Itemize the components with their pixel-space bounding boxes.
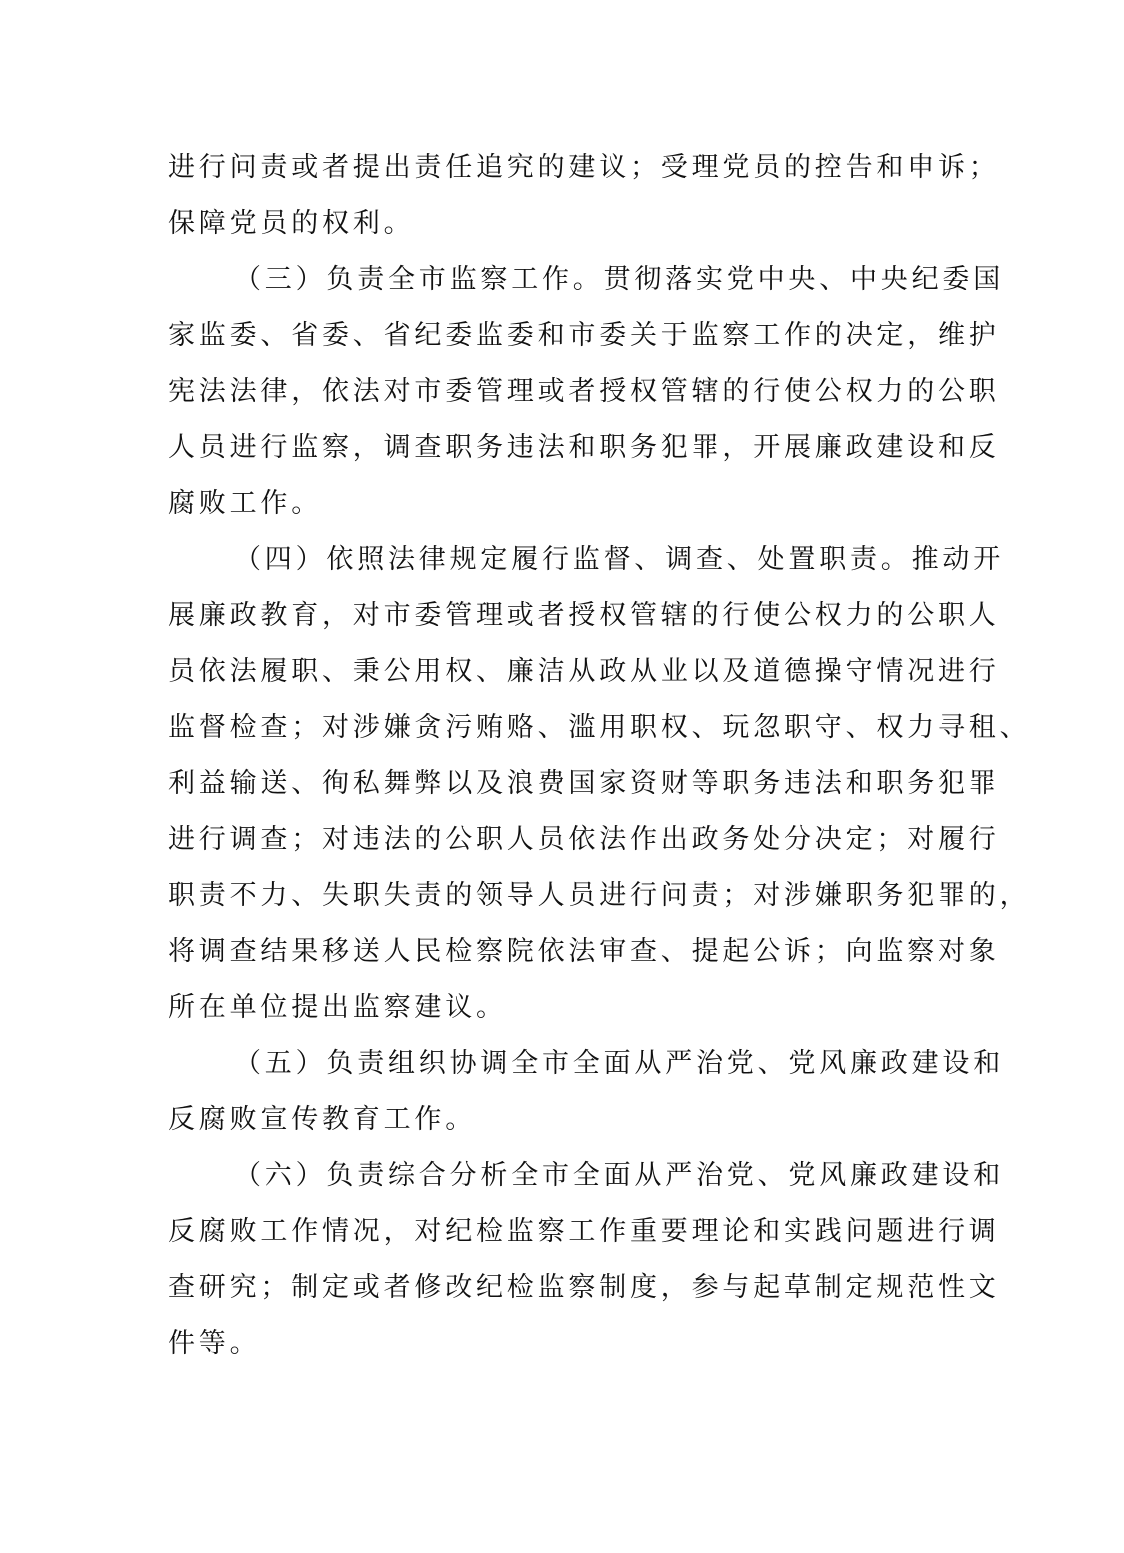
text-line: 将调查结果移送人民检察院依法审查、提起公诉；向监察对象 (168, 936, 1000, 967)
text-line: 腐败工作。 (168, 488, 322, 519)
text-line: 员依法履职、秉公用权、廉洁从政从业以及道德操守情况进行 (168, 656, 1000, 687)
paragraph-section-5 (168, 1036, 1004, 1148)
paragraph-section-3 (168, 252, 1004, 532)
text-line: 件等。 (168, 1328, 261, 1359)
text-line: 人员进行监察，调查职务违法和职务犯罪，开展廉政建设和反 (168, 432, 1000, 463)
paragraph-continuation (168, 140, 1000, 252)
text-line: 反腐败宣传教育工作。 (168, 1104, 476, 1135)
text-line: 展廉政教育，对市委管理或者授权管辖的行使公权力的公职人 (168, 600, 1000, 631)
text-line: （五）负责组织协调全市全面从严治党、党风廉政建设和 (234, 1048, 1004, 1079)
paragraph-section-4 (168, 532, 1031, 1036)
text-line: 进行调查；对违法的公职人员依法作出政务处分决定；对履行 (168, 824, 1000, 855)
text-line: 反腐败工作情况，对纪检监察工作重要理论和实践问题进行调 (168, 1216, 1000, 1247)
text-line: 宪法法律，依法对市委管理或者授权管辖的行使公权力的公职 (168, 376, 1000, 407)
text-line: 进行问责或者提出责任追究的建议；受理党员的控告和申诉； (168, 152, 1000, 183)
text-line: 保障党员的权利。 (168, 208, 415, 239)
text-line: 所在单位提出监察建议。 (168, 992, 507, 1023)
document-body (168, 140, 1031, 1372)
text-line: 利益输送、徇私舞弊以及浪费国家资财等职务违法和职务犯罪 (168, 768, 1000, 799)
text-line: 职责不力、失职失责的领导人员进行问责；对涉嫌职务犯罪的， (168, 880, 1031, 911)
text-line: （四）依照法律规定履行监督、调查、处置职责。推动开 (234, 544, 1004, 575)
paragraph-section-6 (168, 1148, 1004, 1372)
text-line: 查研究；制定或者修改纪检监察制度，参与起草制定规范性文 (168, 1272, 1000, 1303)
text-line: （三）负责全市监察工作。贯彻落实党中央、中央纪委国 (234, 264, 1004, 295)
text-line: 家监委、省委、省纪委监委和市委关于监察工作的决定，维护 (168, 320, 1000, 351)
text-line: （六）负责综合分析全市全面从严治党、党风廉政建设和 (234, 1160, 1004, 1191)
text-line: 监督检查；对涉嫌贪污贿赂、滥用职权、玩忽职守、权力寻租、 (168, 712, 1031, 743)
